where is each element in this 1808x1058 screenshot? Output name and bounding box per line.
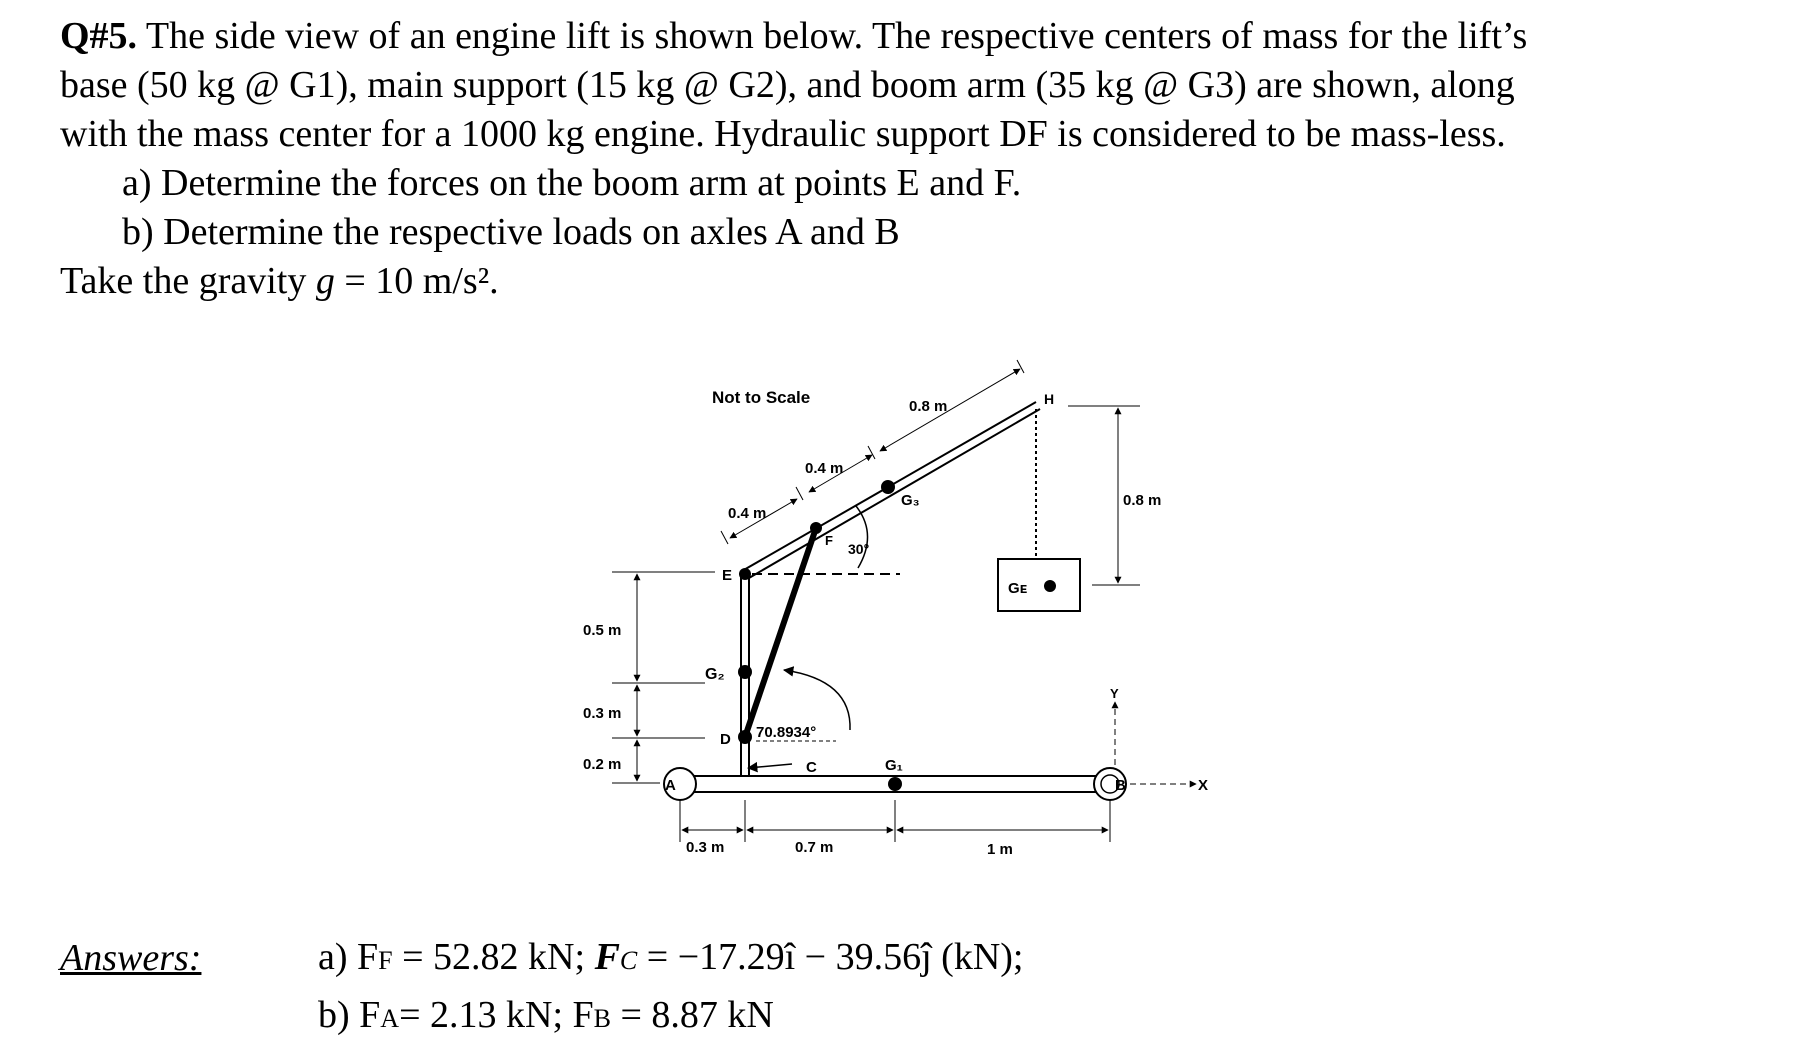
answer-b-sub-b: B — [593, 1004, 611, 1033]
dim-boom-04a: 0.4 m — [728, 505, 767, 522]
question-number: Q#5. — [60, 15, 138, 57]
gravity-var: g — [315, 260, 335, 302]
dim-right-08: 0.8 m — [1123, 492, 1162, 509]
dim-boom-04b: 0.4 m — [805, 460, 844, 477]
label-g1: G₁ — [885, 757, 903, 774]
answer-b-end: = 8.87 kN — [611, 994, 774, 1036]
label-d: D — [720, 731, 731, 748]
angle-30-label: 30° — [848, 541, 870, 557]
label-a: A — [665, 777, 676, 794]
answer-a-prefix: a) F — [318, 936, 379, 978]
left-vertical-dimensions — [583, 572, 715, 783]
statement-line-2: base (50 kg @ G1), main support (15 kg @ G2), and boom arm (35 kg @ G3) are shown, along — [60, 64, 1515, 106]
dim-bottom-1: 1 m — [987, 841, 1013, 858]
bottom-horizontal-dimensions — [680, 800, 1110, 858]
label-e: E — [722, 567, 733, 584]
label-g3: G₃ — [901, 492, 920, 509]
label-c: C — [806, 759, 817, 776]
angle-70-label: 70.8934° — [756, 724, 817, 741]
g2-mass-center — [738, 665, 752, 679]
answer-a — [318, 930, 1023, 988]
answers-label: Answers: — [60, 937, 202, 979]
label-ge: Gᴇ — [1008, 580, 1028, 597]
answers-block — [318, 930, 1023, 1046]
label-g2: G₂ — [705, 666, 725, 683]
answer-a-sub-f: F — [378, 946, 393, 975]
axis-y-label: Y — [1110, 686, 1119, 701]
answer-a-vector-value: = −17.29î − 39.56ĵ (kN); — [637, 936, 1024, 978]
main-support — [705, 567, 752, 776]
boom-arm — [742, 391, 1054, 578]
gravity-prefix: Take the gravity — [60, 260, 316, 302]
right-vertical-dimension — [1068, 406, 1161, 585]
answer-b-sub-a: A — [380, 1004, 400, 1033]
part-a: a) Determine the forces on the boom arm at points E and F. — [122, 162, 1022, 204]
label-h: H — [1044, 391, 1055, 407]
part-b: b) Determine the respective loads on axles A and B — [122, 211, 900, 253]
answer-a-eq: = 52.82 kN; — [392, 936, 595, 978]
answer-b-mid: = 2.13 kN; F — [399, 994, 594, 1036]
angle-70-arc — [784, 670, 850, 730]
point-c-pointer — [748, 764, 792, 768]
label-f: F — [825, 533, 833, 548]
statement-text-1: The side view of an engine lift is shown below. The respective centers of mass for the lift’s — [145, 15, 1528, 57]
answer-b — [318, 988, 1023, 1046]
g1-mass-center — [888, 777, 902, 791]
answer-a-vector: F — [594, 936, 620, 978]
gravity-value: = 10 m/s². — [334, 260, 499, 302]
dim-boom-08: 0.8 m — [909, 398, 948, 415]
answer-a-sub-c: C — [619, 946, 638, 975]
answer-b-prefix: b) F — [318, 994, 381, 1036]
engine-mass-center — [1044, 580, 1056, 592]
dim-bottom-07: 0.7 m — [795, 839, 834, 856]
dim-03: 0.3 m — [583, 705, 622, 722]
dim-02: 0.2 m — [583, 756, 622, 773]
dim-05: 0.5 m — [583, 622, 622, 639]
statement-line-3: with the mass center for a 1000 kg engine. Hydraulic support DF is considered to be mass-less. — [60, 113, 1506, 155]
axis-x-label: X — [1198, 777, 1209, 794]
dim-bottom-03: 0.3 m — [686, 839, 725, 856]
label-b: B — [1115, 777, 1126, 794]
not-to-scale-label: Not to Scale — [712, 388, 811, 407]
g3-mass-center — [881, 480, 895, 494]
